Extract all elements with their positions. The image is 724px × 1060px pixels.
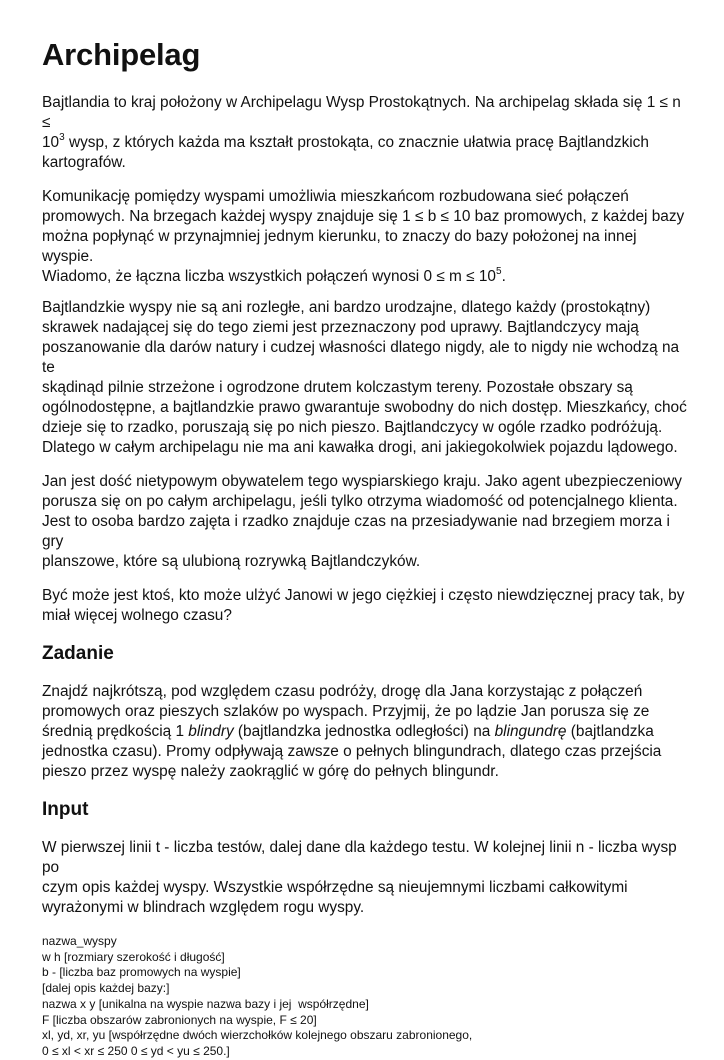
- p2-line-3: można popłynąć w przynajmniej jednym kierunku, to znaczy do bazy położonej na innej wyspie.: [42, 228, 637, 265]
- zadanie-line: Znajdź najkrótszą, pod względem czasu podróży, drogę dla Jana korzystając z połączeń: [42, 683, 643, 700]
- document-page: [42, 0, 690, 1060]
- intro-paragraph-2: [42, 187, 690, 287]
- zadanie-line: pieszo przez wyspę należy zaokrąglić w górę do pełnych blingundr.: [42, 763, 499, 780]
- intro-paragraph-5: [42, 586, 690, 626]
- format-line: F [liczba obszarów zabronionych na wyspie, F ≤ 20]: [42, 1012, 317, 1027]
- p3-line: skądinąd pilnie strzeżone i ogrodzone drutem kolczastym tereny. Pozostałe obszary są: [42, 379, 633, 396]
- p2-line-1: Komunikację pomiędzy wyspami umożliwia mieszkańcom rozbudowana sieć połączeń: [42, 188, 629, 205]
- p3-line: Bajtlandzkie wyspy nie są ani rozległe, ani bardzo urodzajne, dlatego każdy (prostokątny): [42, 299, 651, 316]
- input-line: wyrażonymi w blindrach względem rogu wyspy.: [42, 899, 365, 916]
- p1-exponent: 3: [59, 131, 65, 143]
- format-line: b - [liczba baz promowych na wyspie]: [42, 965, 241, 980]
- p3-line: skrawek nadającej się do tego ziemi jest przeznaczony pod uprawy. Bajtlandczycy mają: [42, 319, 639, 336]
- p4-line: porusza się on po całym archipelagu, jeśli tylko otrzyma wiadomość od potencjalnego klienta.: [42, 493, 678, 510]
- intro-paragraph-1: [42, 93, 690, 173]
- format-line: 0 ≤ xl < xr ≤ 250 0 ≤ yd < yu ≤ 250.]: [42, 1043, 230, 1058]
- zadanie-heading: Zadanie: [42, 643, 114, 664]
- p3-line: dzieje się to rzadko, poruszają się po nich pieszo. Bajtlandczycy w ogóle rzadko podróżują.: [42, 419, 663, 436]
- p4-line: Jest to osoba bardzo zajęta i rzadko znajduje czas na przesiadywanie nad brzegiem morza i gry: [42, 513, 670, 550]
- format-line: nazwa x y [unikalna na wyspie nazwa bazy i jej współrzędne]: [42, 996, 369, 1011]
- format-line: xl, yd, xr, yu [współrzędne dwóch wierzchołków kolejnego obszaru zabronionego,: [42, 1028, 473, 1043]
- p2-period: .: [501, 268, 506, 285]
- zadanie-line: promowych oraz pieszych szlaków po wyspach. Przyjmij, że po lądzie Jan porusza się ze: [42, 703, 650, 720]
- unit-blindry: blindry: [188, 723, 234, 740]
- p3-line: Dlatego w całym archipelagu nie ma ani kawałka drogi, ani jakiegokolwiek pojazdu lądowego.: [42, 439, 678, 456]
- input-heading: Input: [42, 799, 89, 820]
- intro-paragraph-4: [42, 472, 690, 572]
- page-title: Archipelag: [42, 37, 201, 72]
- p2-line-2: promowych. Na brzegach każdej wyspy znajduje się 1 ≤ b ≤ 10 baz promowych, z każdej bazy: [42, 208, 685, 225]
- p1-line-3: kartografów.: [42, 154, 126, 171]
- p1-line-2: wysp, z których każda ma kształt prostokąta, co znacznie ułatwia pracę Bajtlandzkich: [64, 134, 649, 151]
- input-format-block: [42, 934, 690, 1060]
- format-line: w h [rozmiary szerokość i długość]: [42, 949, 225, 964]
- p2-exponent: 5: [496, 265, 502, 277]
- unit-blingundra: blingundrę: [494, 723, 567, 740]
- format-line: nazwa_wyspy: [42, 934, 117, 948]
- zadanie-line: (bajtlandzka jednostka odległości) na: [233, 723, 495, 740]
- p1-base: 10: [42, 134, 60, 151]
- zadanie-line: (bajtlandzka: [566, 723, 654, 740]
- p4-line: planszowe, które są ulubioną rozrywką Bajtlandczyków.: [42, 553, 421, 570]
- p4-line: Jan jest dość nietypowym obywatelem tego wyspiarskiego kraju. Jako agent ubezpieczeniowy: [42, 473, 682, 490]
- zadanie-line: jednostka czasu). Promy odpływają zawsze o pełnych blingundrach, dlatego czas przejścia: [42, 743, 662, 760]
- p5-line: Być może jest ktoś, kto może ulżyć Janowi w jego ciężkiej i często niewdzięcznej pracy tak, by: [42, 587, 685, 604]
- p3-line: ogólnodostępne, a bajtlandzkie prawo gwarantuje swobodny do nich dostęp. Mieszkańcy, choć: [42, 399, 687, 416]
- p2-line-4: Wiadomo, że łączna liczba wszystkich połączeń wynosi 0 ≤ m ≤ 10: [42, 268, 496, 285]
- input-line: W pierwszej linii t - liczba testów, dalej dane dla każdego testu. W kolejnej linii n - liczba wysp po: [42, 839, 677, 876]
- input-line: czym opis każdej wyspy. Wszystkie współrzędne są nieujemnymi liczbami całkowitymi: [42, 879, 628, 896]
- p1-line-1: Bajtlandia to kraj położony w Archipelagu Wysp Prostokątnych. Na archipelag składa się 1 ≤ n ≤: [42, 94, 681, 131]
- input-paragraph: [42, 838, 690, 918]
- format-line: [dalej opis każdej bazy:]: [42, 981, 170, 996]
- zadanie-line: średnią prędkością 1: [42, 723, 189, 740]
- zadanie-paragraph: [42, 682, 690, 782]
- p5-line: miał więcej wolnego czasu?: [42, 607, 232, 624]
- intro-paragraph-3: [42, 298, 690, 458]
- p3-line: poszanowanie dla darów natury i cudzej własności dlatego nigdy, ale to nigdy nie wchodzą na te: [42, 339, 680, 376]
